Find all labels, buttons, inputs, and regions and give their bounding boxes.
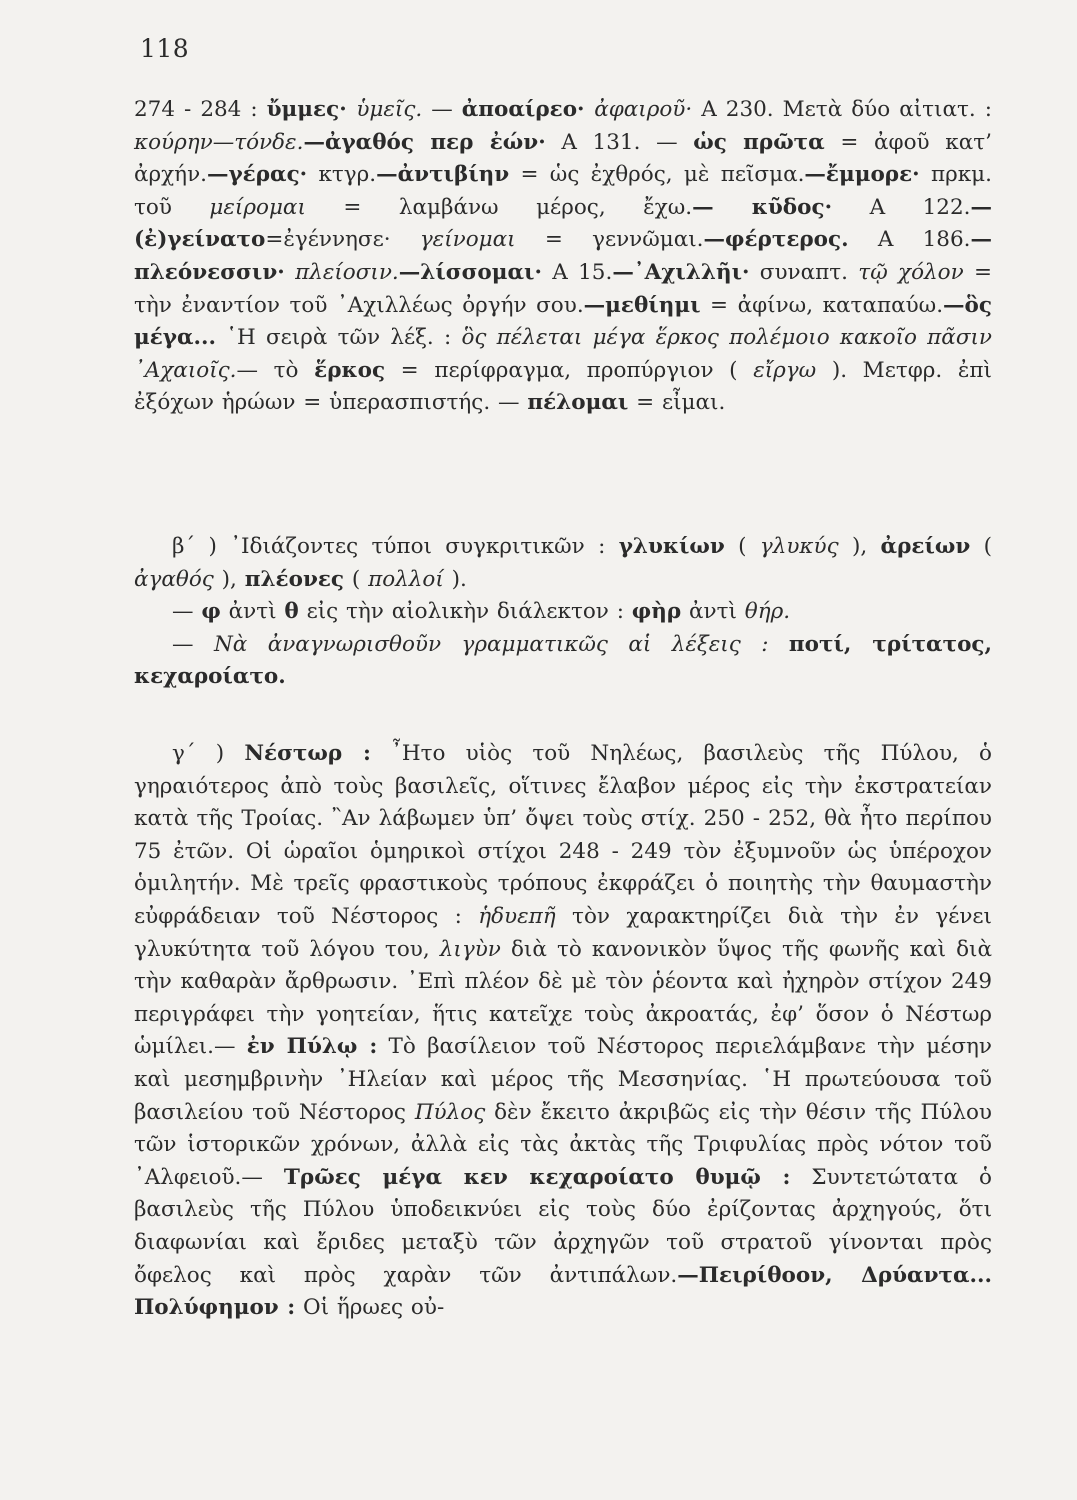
bold-term: ὔμμες· (266, 97, 357, 122)
text-run: = τὴν ἐναντίον τοῦ ᾿Αχιλλέως ὀργήν σου. (134, 259, 992, 318)
text-run: — (172, 599, 202, 625)
block2-paragraph (134, 596, 992, 629)
bold-term: —ἀγαθός περ ἐών· (303, 129, 546, 155)
text-run: Τὸ βασίλειον τοῦ Νέστορος περιελάμβανε τὴν μέσην καὶ μεσημβρινὴν ᾿Ηλείαν καὶ μέρος τῆς Μεσσηνίας. ῾Η πρωτεύουσα τοῦ βασιλείου τοῦ Νέστορος (134, 1034, 992, 1125)
italic-text: ἡδυεπῆ (478, 903, 556, 929)
bold-term: —᾿Αχιλλῆι· (612, 259, 750, 285)
bold-term: —φέρτερος. (703, 227, 849, 253)
bold-term: φὴρ (631, 599, 682, 625)
text-run: ῏Ητο υἱὸς τοῦ Νηλέως, βασιλεὺς τῆς Πύλου, ὁ γηραιότερος ἀπὸ τοὺς βασιλεῖς, οἵτινες ἔλαβον μέρος εἰς τὴν ἐκστρατείαν κατὰ τῆς Τροίας. ῍Αν λάβωμεν ὑπ’ ὄψει τοὺς στίχ. 250 - 252, θὰ ἦτο περίπου 75 ἐτῶν. Οἱ ὡραῖοι ὁμηρικοὶ στίχοι 248 - 249 τὸν ἐξυμνοῦν ὡς ὑπέροχον ὁμιλητήν. Μὲ τρεῖς φραστικοὺς τρόπους ἐκφράζει ὁ ποιητὴς τὴν θαυμαστὴν εὐφράδειαν τοῦ Νέστορος : (134, 741, 993, 929)
text-run: τὸν χαρακτηρίζει διὰ τὴν ἐν γένει γλυκύτητα τοῦ λόγου του, (134, 903, 992, 962)
italic-text: πλείοσιν. (295, 259, 399, 285)
italic-text: ὃς πέλεται μέγα ἕρκος πολέμοιο κακοῖο πᾶσιν ᾿Αχαιοῖς. (134, 325, 992, 383)
text-run: γ΄ ) (172, 741, 245, 766)
bold-term: — κῦδος· (692, 194, 833, 220)
bold-term: —ἔμμορε· (804, 162, 920, 188)
italic-text: μείρομαι (209, 194, 306, 220)
bold-term: γλυκίων (618, 534, 725, 559)
comparatives-block (134, 531, 992, 694)
bold-term: πλέονες (244, 566, 345, 592)
italic-text: πολλοί (368, 566, 444, 592)
italic-text: εἴργω (753, 357, 817, 383)
text-run: Α 230. Μετὰ δύο αἰτιατ. : (692, 97, 992, 122)
bold-term: —μεθίημι (583, 292, 701, 318)
bold-term: ἀρείων (880, 534, 971, 559)
bold-term: πέλομαι (527, 390, 629, 416)
block3-paragraph (134, 738, 992, 1325)
text-run (768, 632, 788, 657)
bold-term: —ἀντιβίην (376, 162, 510, 188)
text-run: — τὸ (236, 357, 315, 383)
text-run: ), (213, 566, 245, 592)
text-run: Α 122. (832, 194, 971, 220)
italic-text: Πύλος (414, 1099, 486, 1125)
text-run: = ἀφίνω, καταπαύω. (700, 292, 944, 318)
bold-term: φ (201, 599, 221, 625)
text-run: = περίφραγμα, προπύργιον ( (385, 357, 754, 383)
text-run: συναπτ. (749, 259, 859, 285)
bold-term: ὡς πρῶτα (693, 129, 825, 155)
bold-term: —ὃς μέγα... (134, 292, 992, 351)
text-run: Α 131. — (545, 129, 694, 155)
text-run: 274 - 284 : (134, 97, 267, 122)
text-run (285, 260, 295, 285)
italic-text: ἀγαθός (134, 566, 214, 592)
text-run: = ἀφοῦ κατ’ ἀρχήν. (134, 129, 992, 188)
commentary-block-274-284 (134, 94, 992, 420)
text-run: ( (970, 534, 992, 559)
text-run: Συντετώτατα ὁ βασιλεὺς τῆς Πύλου ὑποδεικνύει εἰς τοὺς δύο ἐρίζοντας ἀρχηγούς, ὅτι διαφωνίαι καὶ ἔριδες μεταξὺ τῶν ἀρχηγῶν τοῦ στρατοῦ γίνονται πρὸς ὄφελος καὶ πρὸς χαρὰν τῶν ἀντιπάλων. (134, 1164, 993, 1288)
bold-term: —(ἐ)γείνατο (134, 194, 992, 253)
text-run: = ὡς ἐχθρός, μὲ πεῖσμα. (509, 162, 805, 188)
bold-term: —γέρας· (206, 162, 308, 188)
text-run: δὲν ἔκειτο ἀκριβῶς εἰς τὴν θέσιν τῆς Πύλου τῶν ἱστορικῶν χρόνων, ἀλλὰ εἰς τὰς ἀκτὰς τῆς Τριφυλίας πρὸς νότον τοῦ ᾿Αλφειοῦ.— (134, 1099, 992, 1190)
italic-text: ὑμεῖς. (356, 97, 423, 122)
italic-text: λιγὺν (439, 936, 501, 962)
text-run: ῾Η σειρὰ τῶν λέξ. : (216, 325, 462, 351)
text-run: = εἶμαι. (628, 390, 726, 416)
italic-text: γείνομαι (419, 227, 516, 253)
bold-term: ἐν Πύλῳ : (246, 1034, 378, 1060)
block2-paragraph (134, 531, 992, 596)
text-run: Α 15. (541, 259, 613, 285)
text-run: ). Μετφρ. ἐπὶ ἐξόχων ἡρώων = ὑπερασπιστής. — (134, 357, 992, 416)
bold-term: θ (284, 599, 299, 625)
page-number: 118 (140, 34, 190, 63)
bold-term: —λίσσομαι· (398, 259, 542, 285)
text-run: ( (724, 534, 760, 559)
text-run: Οἱ ἥρωες οὐ- (295, 1295, 445, 1321)
italic-text: Νὰ ἀναγνωρισθοῦν γραμματικῶς αἱ λέξεις : (213, 631, 769, 657)
text-run: ). (443, 566, 467, 592)
text-run: — (422, 97, 462, 122)
bold-term: ἕρκος (314, 357, 386, 383)
italic-text: τῷ χόλον (858, 259, 964, 285)
text-run: κτγρ. (307, 162, 377, 188)
bold-term: —Πειρίθοον, Δρύαντα... Πολύφημον : (134, 1262, 992, 1321)
text-run: = γεννῶμαι. (515, 227, 704, 253)
text-run: διὰ τὸ κανονικὸν ὕψος τῆς φωνῆς καὶ διὰ τὴν καθαρὰν ἄρθρωσιν. ᾿Επὶ πλέον δὲ μὲ τὸν ῥέοντα καὶ ἠχηρὸν στίχον 249 περιγράφει τὴν γοητείαν, ἥτις κατεῖχε τοὺς ἀκροατάς, ἐφ’ ὅσον ὁ Νέστωρ ὡμίλει.— (134, 936, 992, 1060)
italic-text: γλυκύς (759, 534, 839, 559)
bold-term: Νέστωρ : (244, 741, 371, 766)
block1-paragraph (134, 94, 992, 420)
italic-text: ἀφαιροῦ· (594, 97, 693, 122)
bold-term: —πλεόνεσσιν· (134, 227, 993, 285)
italic-text: θήρ. (744, 599, 791, 625)
bold-term: Τρῶες μέγα κεν κεχαροίατο θυμῷ : (283, 1164, 791, 1190)
bold-term: ποτί, τρίτατος, κεχαροίατο. (134, 631, 992, 690)
text-run: ), (838, 534, 881, 559)
text-run: =ἐγέννησε· (265, 227, 420, 253)
text-run: πρκμ. τοῦ (134, 162, 992, 220)
nestor-block (134, 738, 992, 1325)
italic-text: κούρην—τόνδε. (134, 129, 304, 155)
text-run: εἰς τὴν αἰολικὴν διάλεκτον : (298, 599, 632, 625)
bold-term: ἀποαίρεο· (461, 97, 595, 122)
text-run: ἀντὶ (220, 599, 285, 625)
text-run: β΄ ) ᾿Ιδιάζοντες τύποι συγκριτικῶν : (172, 534, 619, 559)
text-run: ἀντὶ (681, 599, 745, 625)
text-run: = λαμβάνω μέρος, ἔχω. (305, 194, 693, 220)
text-run: Α 186. (848, 227, 971, 253)
block2-paragraph (134, 629, 992, 694)
text-run: — (172, 631, 214, 657)
text-run: ( (344, 566, 369, 592)
